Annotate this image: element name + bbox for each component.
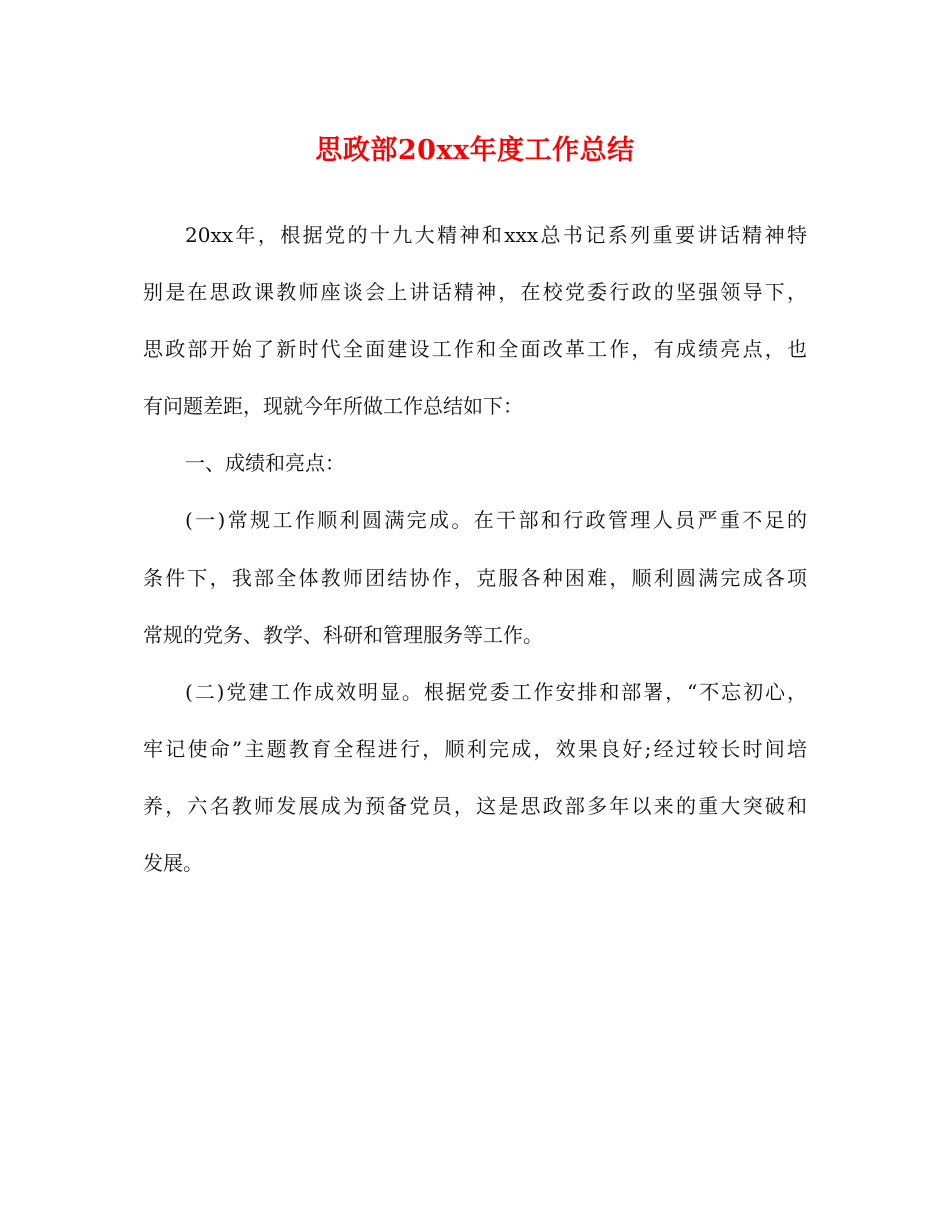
body-line: 一、成绩和亮点： <box>185 451 345 476</box>
body-line: 条件下，我部全体教师团结协作，克服各种困难，顺利圆满完成各项 <box>143 565 807 590</box>
body-line: 常规的党务、教学、科研和管理服务等工作。 <box>143 622 543 647</box>
body-line: 牢记使命”主题教育全程进行，顺利完成，效果良好;经过较长时间培 <box>143 736 807 761</box>
body-line: (一)常规工作顺利圆满完成。在干部和行政管理人员严重不足的 <box>185 508 807 533</box>
body-line: (二)党建工作成效明显。根据党委工作安排和部署，“不忘初心， <box>185 679 807 704</box>
document-title: 思政部20xx年度工作总结 <box>315 135 635 166</box>
body-line: 20xx年，根据党的十九大精神和xxx总书记系列重要讲话精神特 <box>185 223 807 247</box>
body-line: 思政部开始了新时代全面建设工作和全面改革工作，有成绩亮点，也 <box>143 337 807 362</box>
body-line: 有问题差距，现就今年所做工作总结如下： <box>143 394 523 419</box>
document-body <box>143 215 807 900</box>
body-line: 养，六名教师发展成为预备党员，这是思政部多年以来的重大突破和 <box>143 793 807 818</box>
body-line: 别是在思政课教师座谈会上讲话精神，在校党委行政的坚强领导下， <box>143 280 807 305</box>
body-line: 发展。 <box>143 851 203 876</box>
